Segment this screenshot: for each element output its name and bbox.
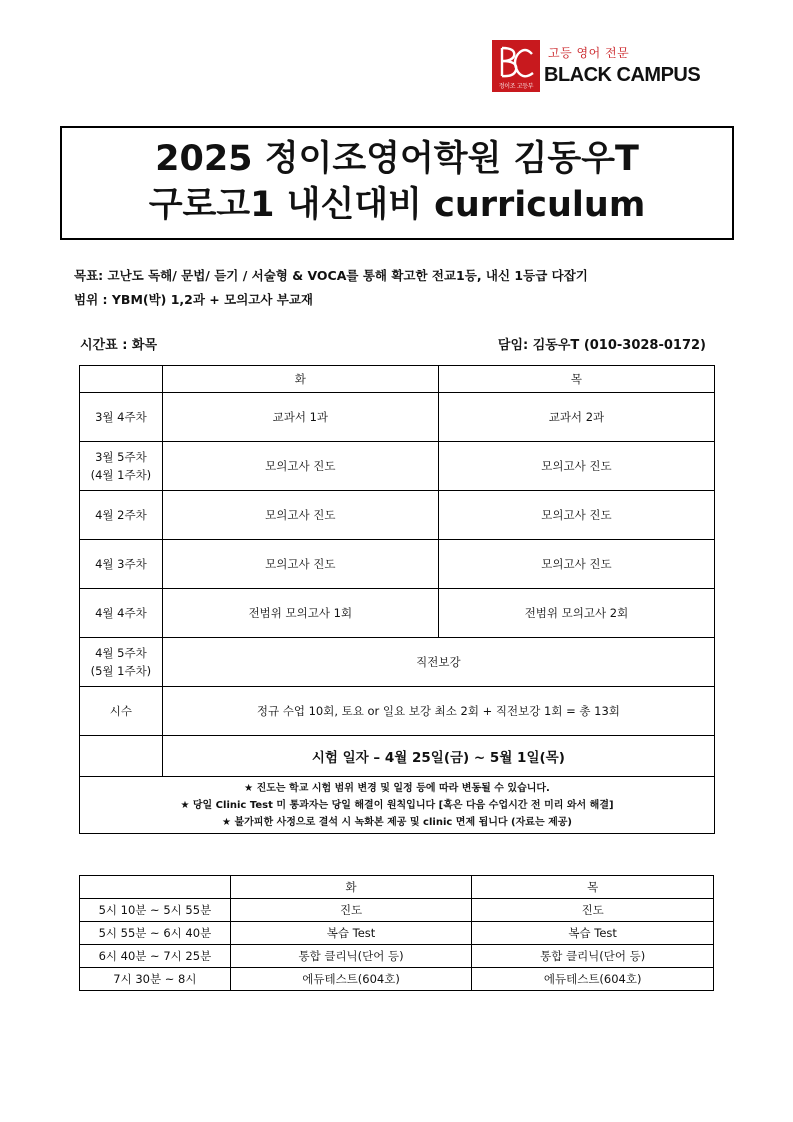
table-row — [80, 638, 715, 687]
week-cell: 4월 3주차 — [80, 540, 163, 589]
time-cell: 5시 10분 ~ 5시 55분 — [80, 899, 231, 922]
table-row — [80, 442, 715, 491]
range-line — [74, 290, 313, 308]
week-cell: 4월 4주차 — [80, 589, 163, 638]
schedule-row — [80, 922, 714, 945]
tue-cell: 모의고사 진도 — [162, 442, 438, 491]
week-cell: 3월 4주차 — [80, 393, 163, 442]
tue-cell: 진도 — [230, 899, 472, 922]
header-cell-tue: 화 — [162, 366, 438, 393]
logo-tagline: 고등 영어 전문 — [548, 46, 630, 60]
table-row — [80, 540, 715, 589]
tue-cell: 모의고사 진도 — [162, 540, 438, 589]
goal-text: 고난도 독해/ 문법/ 듣기 / 서술형 & VOCA를 통해 확고한 전교1등, 내신 1등급 다잡기 — [103, 268, 588, 283]
goal-label: 목표: — [74, 268, 104, 283]
schedule-header-blank — [80, 876, 231, 899]
thu-cell: 에듀테스트(604호) — [472, 968, 714, 991]
thu-cell: 모의고사 진도 — [438, 540, 714, 589]
time-cell: 5시 55분 ~ 6시 40분 — [80, 922, 231, 945]
logo-sub-label: 정이조 고등부 — [498, 83, 534, 90]
curriculum-table — [79, 365, 715, 834]
thu-cell: 진도 — [472, 899, 714, 922]
academy-logo — [492, 40, 722, 92]
goal-line — [74, 266, 588, 284]
timetable-label: 시간표 : 화목 — [80, 338, 158, 353]
table-row — [80, 491, 715, 540]
table-row — [80, 393, 715, 442]
schedule-row — [80, 968, 714, 991]
schedule-header-row — [80, 876, 714, 899]
schedule-header-thu: 목 — [472, 876, 714, 899]
time-cell: 7시 30분 ~ 8시 — [80, 968, 231, 991]
thu-cell: 모의고사 진도 — [438, 442, 714, 491]
sessions-label: 시수 — [80, 687, 163, 736]
table-header-row — [80, 366, 715, 393]
week-cell: 4월 2주차 — [80, 491, 163, 540]
tue-cell: 교과서 1과 — [162, 393, 438, 442]
sessions-text: 정규 수업 10회, 토요 or 일요 보강 최소 2회 + 직전보강 1회 = 총 13회 — [162, 687, 714, 736]
daily-schedule-table — [79, 875, 714, 991]
thu-cell: 통합 클리닉(단어 등) — [472, 945, 714, 968]
thu-cell: 교과서 2과 — [438, 393, 714, 442]
table-row — [80, 589, 715, 638]
tue-cell: 모의고사 진도 — [162, 491, 438, 540]
thu-cell: 모의고사 진도 — [438, 491, 714, 540]
header-cell-thu: 목 — [438, 366, 714, 393]
notes-row — [80, 777, 715, 834]
title-line-2: 구로고1 내신대비 curriculum — [148, 185, 646, 225]
thu-cell: 전범위 모의고사 2회 — [438, 589, 714, 638]
schedule-header-tue: 화 — [230, 876, 472, 899]
merged-cell: 직전보강 — [162, 638, 714, 687]
tue-cell: 에듀테스트(604호) — [230, 968, 472, 991]
exam-date-text: 시험 일자 – 4월 25일(금) ~ 5월 1일(목) — [162, 736, 714, 777]
note-line: ★ 불가피한 사정으로 결석 시 녹화본 제공 및 clinic 면제 됩니다 (자료는 제공) — [222, 816, 572, 828]
tue-cell: 전범위 모의고사 1회 — [162, 589, 438, 638]
tue-cell: 통합 클리닉(단어 등) — [230, 945, 472, 968]
sessions-row — [80, 687, 715, 736]
week-cell: 3월 5주차 (4월 1주차) — [80, 442, 163, 491]
note-line: ★ 당일 Clinic Test 미 통과자는 당일 해결이 원칙입니다 [혹은 다음 수업시간 전 미리 와서 해결] — [180, 799, 614, 811]
thu-cell: 복습 Test — [472, 922, 714, 945]
title-box — [60, 126, 734, 240]
tue-cell: 복습 Test — [230, 922, 472, 945]
exam-row — [80, 736, 715, 777]
week-cell: 4월 5주차 (5월 1주차) — [80, 638, 163, 687]
logo-brand-name: BLACK CAMPUS — [544, 64, 701, 86]
range-label: 범위 : — [74, 292, 108, 307]
notes-cell — [80, 777, 715, 834]
time-cell: 6시 40분 ~ 7시 25분 — [80, 945, 231, 968]
title-line-1: 2025 정이조영어학원 김동우T — [155, 139, 639, 179]
header-cell-blank — [80, 366, 163, 393]
note-line: ★ 진도는 학교 시험 범위 변경 및 일정 등에 따라 변동될 수 있습니다. — [244, 782, 550, 794]
bc-logo-mark — [492, 40, 540, 92]
exam-blank-cell — [80, 736, 163, 777]
range-text: YBM(박) 1,2과 + 모의고사 부교재 — [107, 292, 314, 307]
schedule-row — [80, 945, 714, 968]
schedule-row — [80, 899, 714, 922]
teacher-contact: 담임: 김동우T (010-3028-0172) — [497, 338, 706, 353]
